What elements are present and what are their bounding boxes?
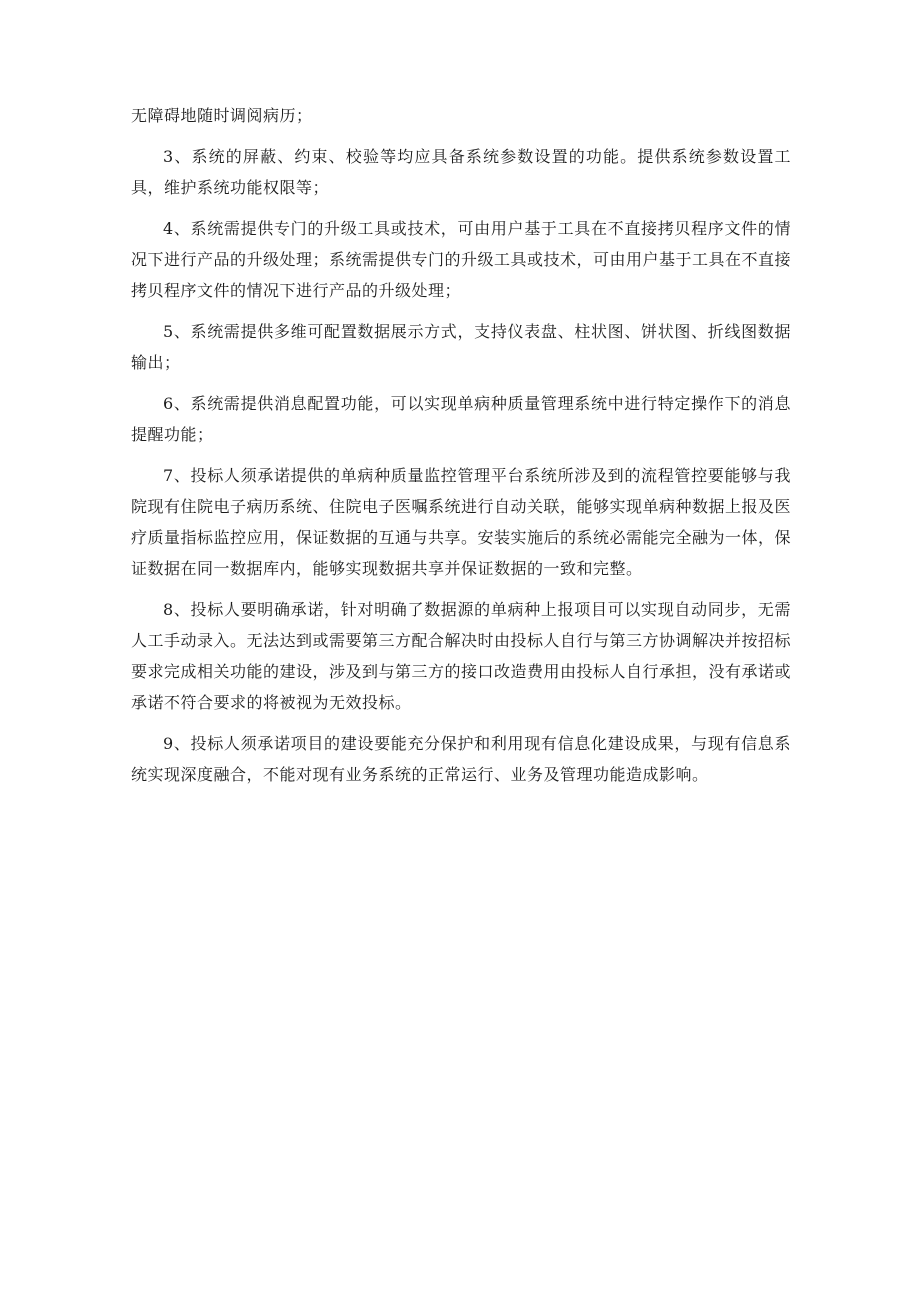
paragraph-item-3: 3、系统的屏蔽、约束、校验等均应具备系统参数设置的功能。提供系统参数设置工具，维护系统功能权限等； [131, 147, 791, 197]
paragraph-item-4: 4、系统需提供专门的升级工具或技术，可由用户基于工具在不直接拷贝程序文件的情况下进行产品的升级处理；系统需提供专门的升级工具或技术，可由用户基于工具在不直接拷贝程序文件的情况下进行产品的升级处理； [131, 219, 792, 300]
paragraph-item-8: 8、投标人要明确承诺，针对明确了数据源的单病种上报项目可以实现自动同步，无需人工手动录入。无法达到或需要第三方配合解决时由投标人自行与第三方协调解决并按招标要求完成相关功能的建设，涉及到与第三方的接口改造费用由投标人自行承担，没有承诺或承诺不符合要求的将被视为无效投标。 [131, 600, 792, 712]
paragraph-continuation: 无障碍地随时调阅病历； [131, 106, 313, 125]
paragraph-item-9: 9、投标人须承诺项目的建设要能充分保护和利用现有信息化建设成果，与现有信息系统实现深度融合，不能对现有业务系统的正常运行、业务及管理功能造成影响。 [131, 734, 791, 784]
paragraph-item-5: 5、系统需提供多维可配置数据展示方式，支持仪表盘、柱状图、饼状图、折线图数据输出； [131, 322, 791, 372]
document-body [131, 100, 791, 800]
paragraph-item-6: 6、系统需提供消息配置功能，可以实现单病种质量管理系统中进行特定操作下的消息提醒功能； [131, 394, 791, 444]
paragraph-item-7: 7、投标人须承诺提供的单病种质量监控管理平台系统所涉及到的流程管控要能够与我院现有住院电子病历系统、住院电子医嘱系统进行自动关联，能够实现单病种数据上报及医疗质量指标监控应用，保证数据的互通与共享。安装实施后的系统必需能完全融为一体，保证数据在同一数据库内，能够实现数据共享并保证数据的一致和完整。 [131, 466, 792, 578]
